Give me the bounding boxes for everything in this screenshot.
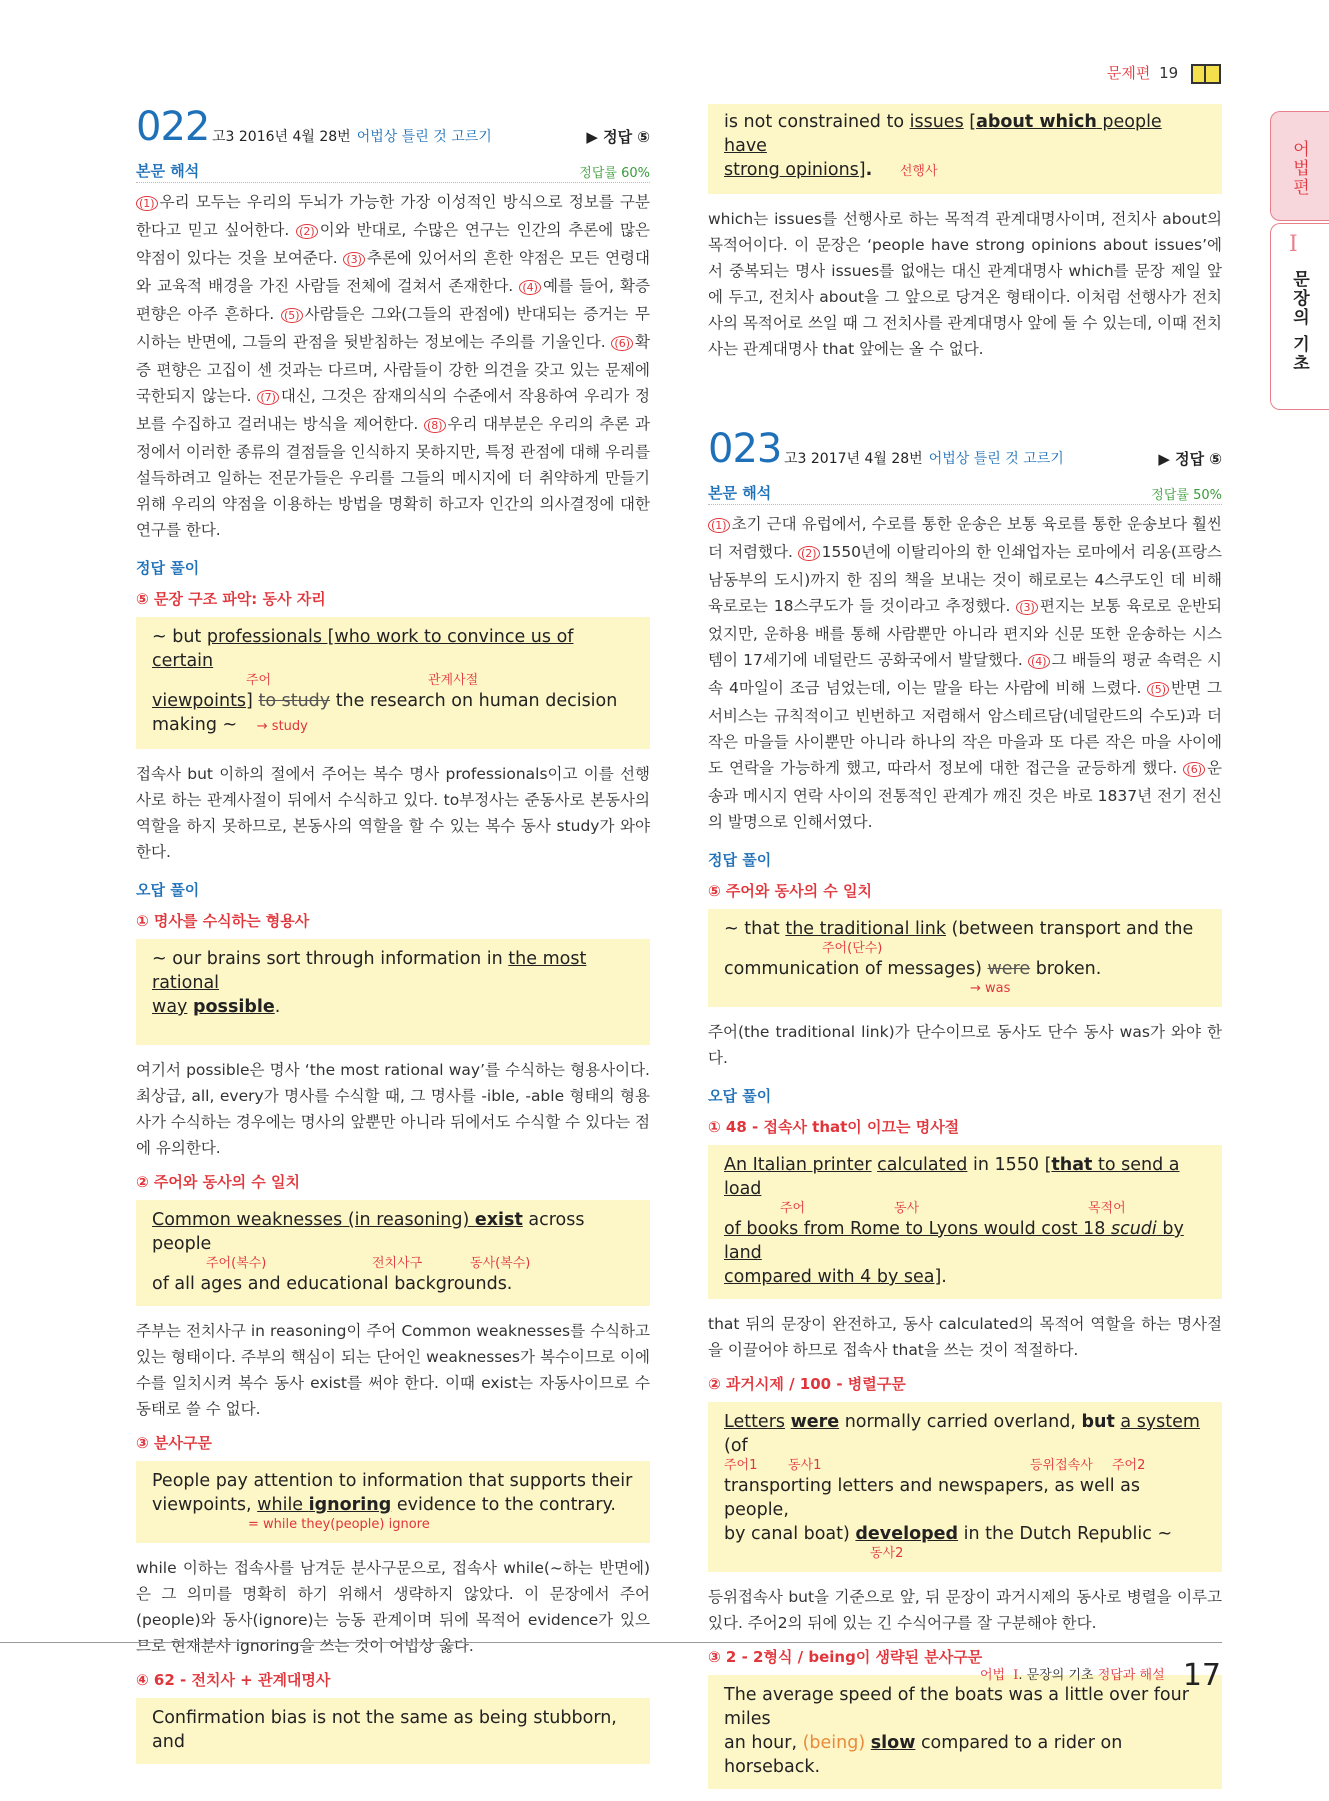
wrong-point-title-1: ① 명사를 수식하는 형용사 <box>136 912 310 930</box>
translation-title: 본문 해석 <box>708 482 775 503</box>
side-tab-roman: I <box>1289 232 1298 257</box>
example-box: People pay attention to information that supports their viewpoints, while ignoring evidence to the contrary. = while they(people) ignore <box>136 1461 650 1543</box>
question-meta: 고3 2016년 4월 28번 어법상 틀린 것 고르기 <box>212 129 492 145</box>
example-box: ~ our brains sort through information in the most rational way possible. <box>136 939 650 1045</box>
wrong-explanation-4: which는 issues를 선행사로 하는 목적격 관계대명사이며, 전치사 about의 목적어이다. 이 문장은 ‘people have strong opinions about issues’에서 중복되는 명사 issues를 없애는 대신 관계대명사 which를 문장 제일 앞에 두고, 전치사 about을 그 앞으로 당겨온 형태이다. 이처럼 선행사가 전치사의 목적어로 쓰일 때 그 전치사를 관계대명사 앞에 둘 수 있는데, 이때 전치사는 관계대명사 that 앞에는 올 수 없다. <box>708 210 1222 358</box>
answer-heading: 정답 풀이 <box>708 851 772 869</box>
answer-point-title: ⑤ 문장 구조 파악: 동사 자리 <box>136 590 326 608</box>
question-meta: 고3 2017년 4월 28번 어법상 틀린 것 고르기 <box>784 451 1064 467</box>
page-footer <box>980 1658 1221 1693</box>
example-box: Confirmation bias is not the same as being stubborn, and <box>136 1698 650 1764</box>
footer-label: 정답과 해설 <box>1097 1668 1165 1683</box>
wrong-point-title-3: ③ 분사구문 <box>136 1434 212 1452</box>
right-column <box>708 104 1222 1801</box>
wrong-point-title-2: ② 과거시제 / 100 - 병렬구문 <box>708 1375 906 1393</box>
answer-explanation: 주어(the traditional link)가 단수이므로 동사도 단수 동사 was가 와야 한다. <box>708 1023 1222 1067</box>
wrong-explanation-2: 등위접속사 but을 기준으로 앞, 뒤 문장이 과거시제의 동사로 병렬을 이루고 있다. 주어2의 뒤에 있는 긴 수식어구를 잘 구분해야 한다. <box>708 1588 1222 1632</box>
footer-chapter: . 문장의 기초 <box>1018 1668 1094 1683</box>
example-box: The average speed of the boats was a little over four miles an hour, (being) slow compared to a rider on horseback. <box>708 1675 1222 1789</box>
wrong-explanation-3: while 이하는 접속사를 남겨둔 분사구문으로, 접속사 while(~하는 반면에)은 그 의미를 명확히 하기 위해서 생략하지 않았다. 이 문장에서 주어(people)와 동사(ignore)는 능동 관계이며 뒤에 목적어 evidence가 있으므로 현재분사 ignoring을 쓰는 것이 어법상 옳다. <box>136 1559 650 1655</box>
footer-divider <box>0 1642 1222 1643</box>
example-box: Common weaknesses (in reasoning) exist across people 주어(복수) 전치사구 동사(복수) of all ages and educational backgrounds. <box>136 1200 650 1306</box>
answer-point-title: ⑤ 주어와 동사의 수 일치 <box>708 882 872 900</box>
page-header <box>1107 62 1221 84</box>
book-icon <box>1191 64 1221 84</box>
translation-title: 본문 해석 <box>136 160 203 181</box>
correct-rate: 정답률 60% <box>575 162 650 181</box>
question-answer: ▶ 정답 ⑤ <box>1158 450 1222 468</box>
header-section-label: 문제편 <box>1106 64 1151 82</box>
side-tab-grammar[interactable] <box>1270 111 1329 221</box>
left-column <box>136 104 650 1764</box>
wrong-point-title-3: ③ 2 - 2형식 / being이 생략된 분사구문 <box>708 1648 983 1666</box>
header-page-ref: 19 <box>1159 64 1179 82</box>
translation-paragraph: (1) 초기 근대 유럽에서, 수로를 통한 운송은 보통 육로를 통한 운송보다 훨씬 더 저렴했다. (2) 1550년에 이탈리아의 한 인쇄업자는 로마에서 리옹(프랑스 남동부의 도시)까지 한 짐의 책을 보내는 것이 해로로는 4스쿠도인 데 비해 육로로는 18스쿠도가 들 것이라고 추정했다. (3) 편지는 보통 육로로 운반되었지만, 운하용 배를 통해 사람뿐만 아니라 편지와 신문 또한 운송하는 시스템이 17세기에 네덜란드 공화국에서 발달했다. (4) 그 배들의 평균 속력은 시속 4마일이 조금 넘었는데, 이는 말을 타는 사람에 비해 느렸다. (5) 반면 그 서비스는 규칙적이고 빈번하고 저렴해서 암스테르담(네덜란드의 수도)과 더 작은 마을들 사이뿐만 아니라 하나의 작은 마을과 또 다른 작은 마을 사이에도 연락을 가능하게 했고, 따라서 정보에 대한 접근을 균등하게 했다. (6) 운송과 메시지 연락 사이의 전통적인 관계가 깨진 것은 바로 1837년 전기 전신의 발명으로 인해서였다. <box>708 515 1222 831</box>
example-box: Letters were normally carried overland, but a system (of 주어1 동사1 등위접속사 주어2 transporting letters and newspapers, as well as people, by canal boat) developed in the Dutch Republic ~ 동사2 <box>708 1402 1222 1572</box>
wrong-point-title-4: ④ 62 - 전치사 + 관계대명사 <box>136 1671 331 1689</box>
translation-header <box>708 480 1222 505</box>
side-tab-chapter[interactable] <box>1270 223 1329 410</box>
translation-header <box>136 158 650 183</box>
question-answer: ▶ 정답 ⑤ <box>586 128 650 146</box>
wrong-heading: 오답 풀이 <box>136 881 200 899</box>
side-tab-chapter-label: 문장의 기초 <box>1289 270 1309 373</box>
example-box: ~ but professionals [who work to convince us of certain 주어 관계사절 viewpoints] to study the research on human decision making ~ → study <box>136 617 650 749</box>
answer-explanation: 접속사 but 이하의 절에서 주어는 복수 명사 professionals이고 이를 선행사로 하는 관계사절이 뒤에서 수식하고 있다. to부정사는 준동사로 본동사의 역할을 하지 못하므로, 본동사의 역할을 할 수 있는 복수 동사 study가 와야 한다. <box>136 765 650 861</box>
question-number: 023 <box>708 426 782 472</box>
side-tab-grammar-label: 어법편 <box>1289 140 1309 197</box>
question-header-023 <box>708 426 1222 472</box>
wrong-heading: 오답 풀이 <box>708 1087 772 1105</box>
wrong-explanation-1: 여기서 possible은 명사 ‘the most rational way’를 수식하는 형용사이다. 최상급, all, every가 명사를 수식할 때, 그 명사를 -ible, -able 형태의 형용사가 수식하는 경우에는 명사의 앞뿐만 아니라 뒤에서도 수식할 수 있다는 점에 유의한다. <box>136 1061 650 1157</box>
footer-roman: I <box>1013 1668 1019 1683</box>
page-number: 17 <box>1182 1658 1221 1693</box>
wrong-explanation-2: 주부는 전치사구 in reasoning이 주어 Common weaknesses를 수식하고 있는 형태이다. 주부의 핵심이 되는 단어인 weaknesses가 복수이므로 이에 수를 일치시켜 복수 동사 exist를 써야 한다. 이때 exist는 자동사이므로 수동태로 쓸 수 없다. <box>136 1322 650 1418</box>
wrong-point-title-1: ① 48 - 접속사 that이 이끄는 명사절 <box>708 1118 960 1136</box>
example-box-continued: is not constrained to issues [about which people have strong opinions]. 선행사 <box>708 104 1222 194</box>
correct-rate: 정답률 50% <box>1147 484 1222 503</box>
footer-subject: 어법 <box>980 1668 1006 1683</box>
question-header-022 <box>136 104 650 150</box>
translation-paragraph: (1) 우리 모두는 우리의 두뇌가 가능한 가장 이성적인 방식으로 정보를 구분한다고 믿고 싶어한다. (2) 이와 반대로, 수많은 연구는 인간의 추론에 많은 약점이 있다는 것을 보여준다. (3) 추론에 있어서의 흔한 약점은 모든 연령대와 교육적 배경을 가진 사람들 전체에 걸쳐서 존재한다. (4) 예를 들어, 확증 편향은 아주 흔하다. (5) 사람들은 그와(그들의 관점에) 반대되는 증거는 무시하는 반면에, 그들의 관점을 뒷받침하는 정보에는 주의를 기울인다. (6) 확증 편향은 고집이 센 것과는 다르며, 사람들이 강한 의견을 갖고 있는 문제에 국한되지 않는다. (7) 대신, 그것은 잠재의식의 수준에서 작용하여 우리가 정보를 수집하고 걸러내는 방식을 제어한다. (8) 우리 대부분은 우리의 추론 과정에서 이러한 종류의 결점들을 인식하지 못하지만, 특정 관점에 대해 우리를 설득하려고 일하는 전문가들은 우리를 그들의 메시지에 더 취약하게 만들기 위해 우리의 약점을 이용하는 방법을 명확히 하고자 인간의 의사결정에 대한 연구를 한다. <box>136 193 650 539</box>
answer-heading: 정답 풀이 <box>136 559 200 577</box>
example-box: An Italian printer calculated in 1550 [that to send a load 주어 동사 목적어 of books from Rome to Lyons would cost 18 scudi by land compared with 4 by sea]. <box>708 1145 1222 1299</box>
example-box: ~ that the traditional link (between transport and the 주어(단수) communication of messages) were broken. → was <box>708 909 1222 1007</box>
wrong-explanation-1: that 뒤의 문장이 완전하고, 동사 calculated의 목적어 역할을 하는 명사절을 이끌어야 하므로 접속사 that을 쓰는 것이 적절하다. <box>708 1315 1222 1359</box>
question-number: 022 <box>136 104 210 150</box>
wrong-point-title-2: ② 주어와 동사의 수 일치 <box>136 1173 300 1191</box>
